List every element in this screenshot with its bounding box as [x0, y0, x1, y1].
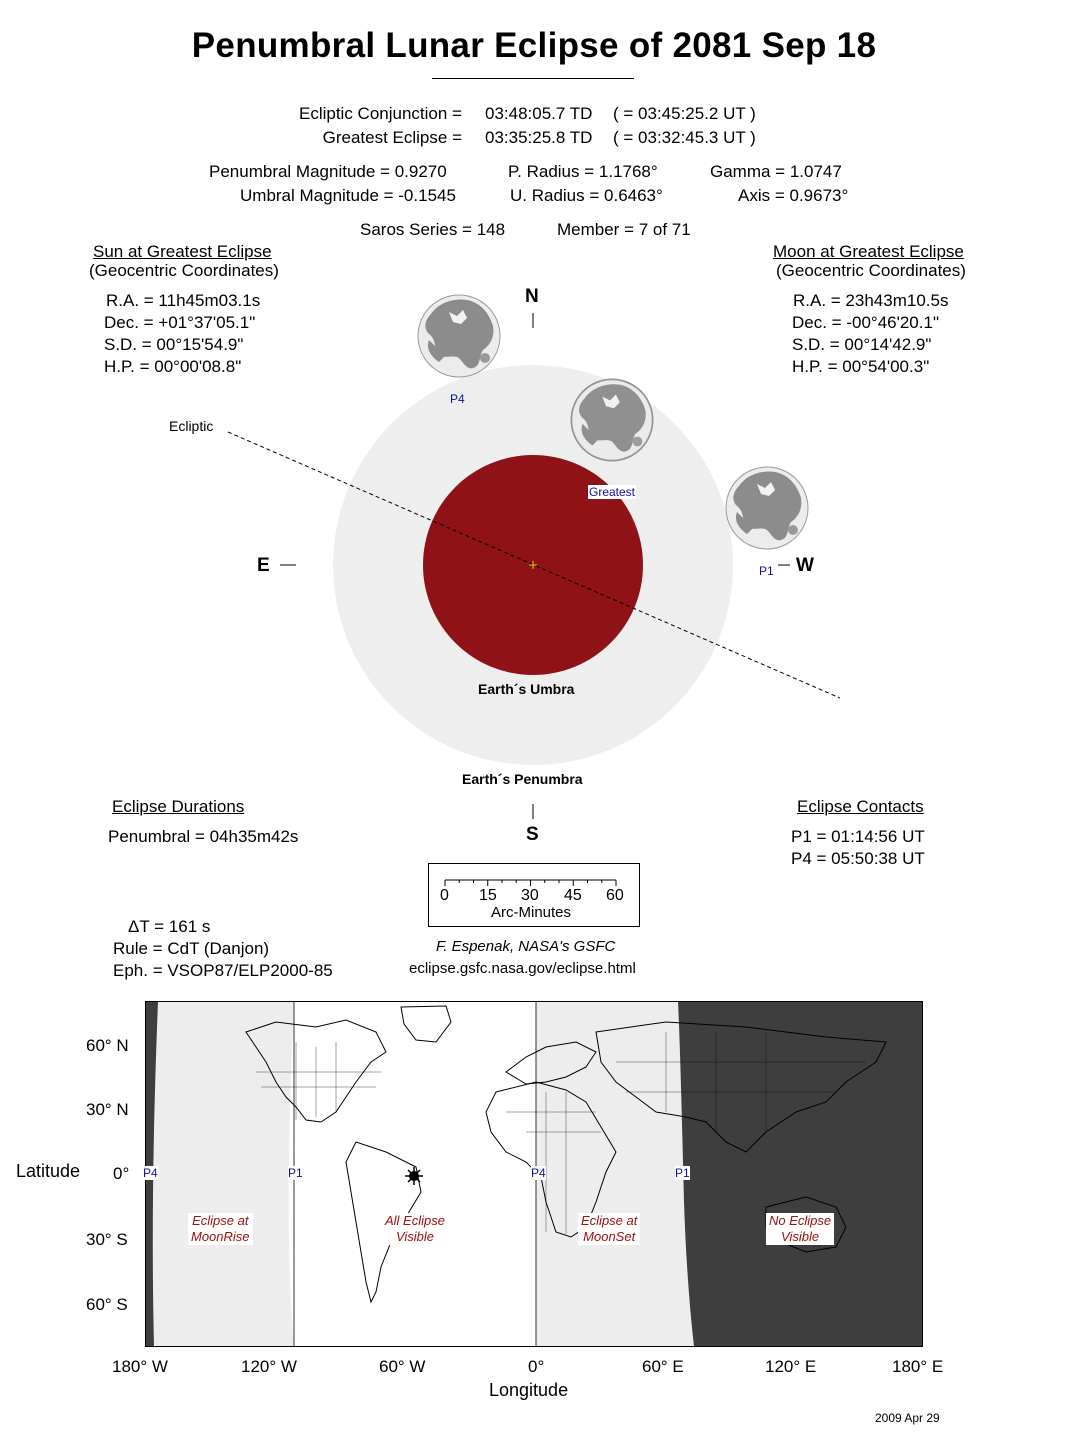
greatest-label: Greatest Eclipse = — [322, 128, 462, 147]
sun-ra: R.A. = 11h45m03.1s — [106, 291, 261, 310]
gamma-value: Gamma = 1.0747 — [710, 162, 842, 181]
lon-120w: 120° W — [241, 1357, 297, 1376]
map-p1-mid: P1 — [288, 1166, 303, 1180]
credit-author: F. Espenak, NASA's GSFC — [436, 938, 616, 955]
lon-120e: 120° E — [765, 1357, 817, 1376]
west-label: W — [796, 555, 814, 576]
east-label: E — [257, 555, 270, 576]
page-title: Penumbral Lunar Eclipse of 2081 Sep 18 — [191, 26, 877, 65]
greatest-ut: ( = 03:32:45.3 UT ) — [613, 128, 756, 147]
scale-tick-0: 0 — [440, 887, 449, 904]
eclipse-diagram — [0, 280, 1082, 840]
ecliptic-label: Ecliptic — [169, 418, 214, 434]
penumbral-radius: P. Radius = 1.1768° — [508, 162, 658, 181]
moonset-zone — [536, 1002, 694, 1346]
zone-all-visible-label: All Eclipse Visible — [382, 1213, 448, 1245]
umbral-radius: U. Radius = 0.6463° — [510, 186, 663, 205]
moonrise-zone — [146, 1002, 294, 1346]
sun-sd: S.D. = 00°15'54.9" — [104, 335, 244, 354]
greatest-td: 03:35:25.8 TD — [485, 128, 593, 147]
conjunction-label: Ecliptic Conjunction = — [298, 104, 462, 123]
lat-60s: 60° S — [86, 1295, 128, 1314]
north-label: N — [525, 286, 539, 307]
p4-moon-label: P4 — [450, 392, 465, 406]
axis-value: Axis = 0.9673° — [738, 186, 849, 205]
night-right — [678, 1002, 922, 1346]
contact-p1: P1 = 01:14:56 UT — [791, 827, 925, 846]
longitude-title: Longitude — [489, 1380, 569, 1400]
sun-hp: H.P. = 00°00'08.8" — [104, 357, 242, 376]
zone-moonset-label: Eclipse at MoonSet — [578, 1213, 640, 1245]
penumbral-magnitude: Penumbral Magnitude = 0.9270 — [209, 162, 447, 181]
latitude-title: Latitude — [16, 1161, 81, 1181]
sub-lunar-point — [405, 1167, 423, 1185]
scale-tick-30: 30 — [521, 887, 539, 904]
scale-tick-45: 45 — [564, 887, 582, 904]
zone-no-eclipse-label: No Eclipse Visible — [766, 1213, 834, 1245]
map-p4-left: P4 — [143, 1166, 158, 1180]
lat-30n: 30° N — [86, 1100, 129, 1119]
moon-heading: Moon at Greatest Eclipse — [773, 242, 964, 261]
moon-p1 — [726, 467, 808, 549]
delta-t: ΔT = 161 s — [128, 917, 211, 936]
credit-url[interactable]: eclipse.gsfc.nasa.gov/eclipse.html — [409, 960, 636, 977]
lon-60e: 60° E — [642, 1357, 684, 1376]
saros-series: Saros Series = 148 — [360, 220, 506, 239]
umbral-magnitude: Umbral Magnitude = -0.1545 — [240, 186, 456, 205]
scale-tick-60: 60 — [606, 887, 624, 904]
lat-30s: 30° S — [86, 1230, 128, 1249]
visibility-map — [145, 1001, 923, 1347]
moon-hp: H.P. = 00°54'00.3" — [792, 357, 930, 376]
sun-dec: Dec. = +01°37'05.1" — [104, 313, 256, 332]
p1-moon-label: P1 — [759, 564, 774, 578]
greenland — [401, 1006, 451, 1042]
lon-180w: 180° W — [112, 1357, 168, 1376]
sun-subheading: (Geocentric Coordinates) — [89, 261, 279, 280]
contact-p4: P4 = 05:50:38 UT — [791, 849, 925, 868]
map-p4-mid: P4 — [531, 1166, 546, 1180]
conjunction-ut: ( = 03:45:25.2 UT ) — [613, 104, 756, 123]
lon-60w: 60° W — [379, 1357, 426, 1376]
contacts-heading: Eclipse Contacts — [797, 797, 924, 816]
lat-60n: 60° N — [86, 1036, 129, 1055]
scale-tick-15: 15 — [479, 887, 497, 904]
penumbra-label: Earth´s Penumbra — [462, 771, 583, 787]
moon-subheading: (Geocentric Coordinates) — [776, 261, 966, 280]
ephemeris-text: Eph. = VSOP87/ELP2000-85 — [113, 961, 333, 980]
south-label: S — [526, 824, 539, 845]
map-p1-right: P1 — [675, 1166, 690, 1180]
creation-date: 2009 Apr 29 — [875, 1411, 940, 1425]
conjunction-td: 03:48:05.7 TD — [485, 104, 593, 123]
rule-text: Rule = CdT (Danjon) — [113, 939, 270, 958]
moon-dec: Dec. = -00°46'20.1" — [792, 313, 939, 332]
zone-moonrise-label: Eclipse at MoonRise — [188, 1213, 253, 1245]
saros-member: Member = 7 of 71 — [557, 220, 691, 239]
umbra-label: Earth´s Umbra — [478, 681, 575, 697]
moon-p4 — [418, 295, 500, 377]
lon-0: 0° — [528, 1357, 545, 1376]
moon-sd: S.D. = 00°14'42.9" — [792, 335, 932, 354]
title-underline — [432, 78, 634, 79]
moon-greatest — [571, 379, 653, 461]
durations-heading: Eclipse Durations — [112, 797, 245, 816]
moon-ra: R.A. = 23h43m10.5s — [793, 291, 949, 310]
sun-heading: Sun at Greatest Eclipse — [93, 242, 272, 261]
lon-180e: 180° E — [892, 1357, 944, 1376]
scale-label: Arc-Minutes — [491, 904, 572, 921]
lat-0: 0° — [113, 1164, 130, 1183]
greatest-moon-label: Greatest — [589, 485, 636, 499]
penumbral-duration: Penumbral = 04h35m42s — [108, 827, 299, 846]
scale-box — [428, 863, 640, 927]
